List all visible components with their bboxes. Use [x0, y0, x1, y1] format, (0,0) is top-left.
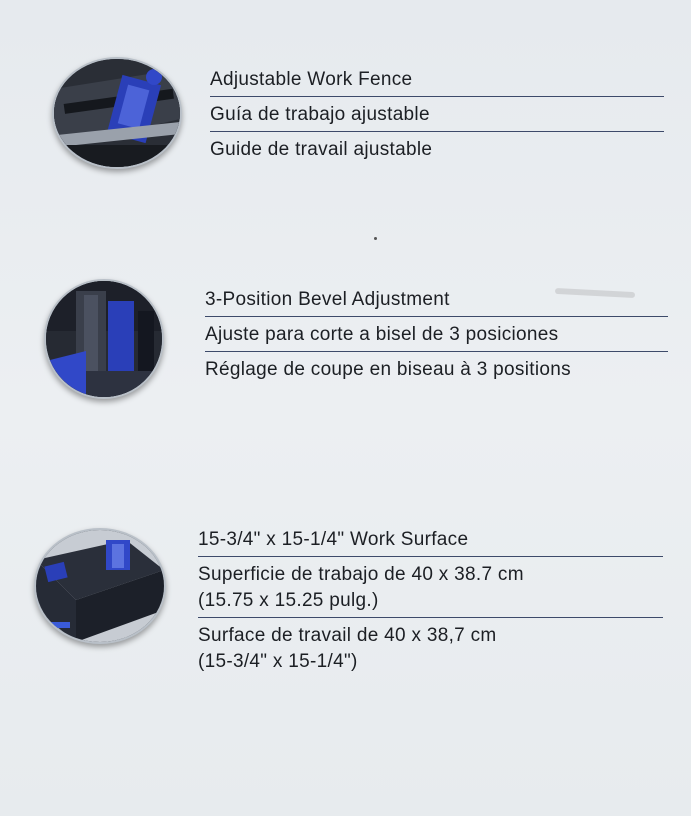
feature-1-line-1: Adjustable Work Fence	[210, 68, 664, 97]
feature-2-line-2: Ajuste para corte a bisel de 3 posiciones	[205, 317, 668, 352]
feature-3-line-2: Superficie de trabajo de 40 x 38.7 cm	[198, 564, 524, 585]
paper-speck	[374, 237, 377, 240]
feature-2-line-1: 3-Position Bevel Adjustment	[205, 288, 668, 317]
work-fence-photo-icon	[52, 57, 182, 169]
feature-3-line-1: 15-3/4" x 15-1/4" Work Surface	[198, 528, 663, 557]
bevel-adjustment-photo-icon	[44, 279, 164, 399]
feature-3-line-4: Surface de travail de 40 x 38,7 cm	[198, 625, 497, 646]
feature-1-line-2: Guía de trabajo ajustable	[210, 97, 664, 132]
feature-3-line-3: (15.75 x 15.25 pulg.)	[198, 587, 663, 618]
work-surface-photo-icon	[34, 528, 166, 644]
feature-1-line-3: Guide de travail ajustable	[210, 139, 433, 160]
feature-3-line-5: (15-3/4" x 15-1/4")	[198, 651, 358, 672]
feature-2-line-3: Réglage de coupe en biseau à 3 positions	[205, 359, 571, 380]
